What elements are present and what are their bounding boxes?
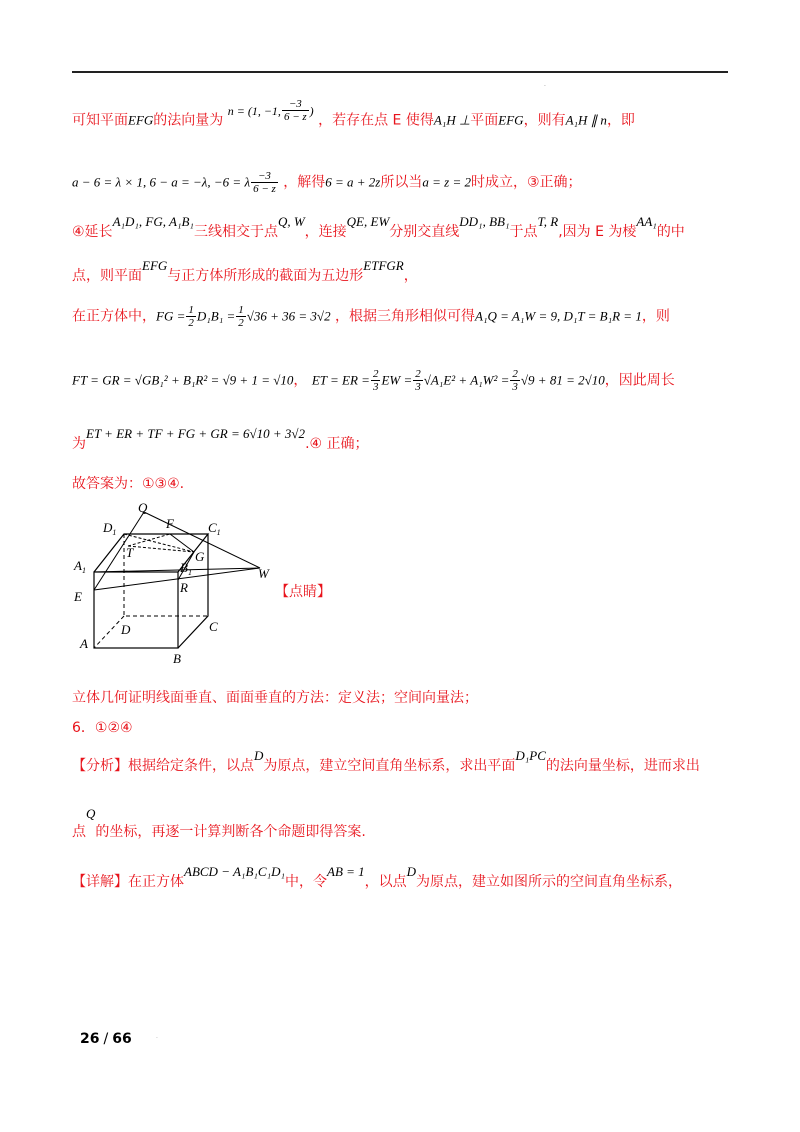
- label-B1: $B_1$: [180, 560, 192, 577]
- label-C: C: [209, 619, 218, 634]
- label-C1: $C_1$: [208, 520, 221, 537]
- cube-top-face: [94, 534, 208, 572]
- line-analysis: 【分析】根据给定条件，以点D为原点，建立空间直角坐标系，求出平面D₁PC的法向量坐标，进而求出: [72, 748, 700, 774]
- label-F: F: [166, 516, 174, 531]
- line-QE: [94, 512, 144, 590]
- label-R: R: [180, 580, 188, 595]
- label-E: E: [74, 589, 82, 604]
- line-normal-vector: 可知平面EFG的法向量为 n = (1, −1, $\frac{-3}{6 - z}$ ) ，若存在点 E 使得A₁H ⊥平面EFG，则有A₁H ∥ n，即: [72, 98, 635, 129]
- line-section: 点，则平面EFG与正方体所形成的截面为五边形ETFGR，: [72, 258, 418, 284]
- line-fg-length: 在正方体中，FG = $\frac{1}{2}$ D₁B₁ = $\frac{1}{2}$ √36 + 36 = 3√2 ，根据三角形相似可得A₁Q = A₁W = 9, D₁T = B₁R = 1，则: [72, 304, 670, 329]
- page-indicator: [80, 1031, 132, 1047]
- line-q6: 6．①②④: [72, 720, 133, 736]
- cube-hidden-diagonal: [94, 616, 124, 648]
- line-ft-et: FT = GR = √GB₁² + B₁R² = √9 + 1 = √10， ET = ER = $\frac{2}{3}$ EW = $\frac{2}{3}$ √A₁E² + A₁W² = $\frac{2}{3}$ √9 + 81 = 2√10，因此周长: [72, 368, 675, 393]
- line-method: 立体几何证明线面垂直、面面垂直的方法：定义法；空间向量法；: [72, 690, 478, 706]
- page-total: 66: [112, 1031, 132, 1047]
- label-D: D: [121, 622, 131, 637]
- line-extend: ④延长A₁D₁, FG, A₁B₁三线相交于点Q, W，连接QE, EW分别交直线DD₁, BB₁于点T, R,因为 E 为棱AA₁的中: [72, 214, 685, 240]
- label-D1: $D_1$: [103, 520, 117, 537]
- line-point-q: 点Q的坐标，再逐一计算判断各个命题即得答案.: [72, 806, 366, 840]
- label-A1: $A_1$: [74, 558, 86, 575]
- cube-figure: [70, 500, 280, 675]
- label-G: G: [195, 549, 205, 564]
- header-mark: ·: [544, 83, 546, 90]
- label-Q: Q: [138, 500, 148, 515]
- line-perimeter: 为ET + ER + TF + FG + GR = 6√10 + 3√2.④ 正确；: [72, 426, 369, 452]
- header-rule: [72, 71, 728, 73]
- page-sep: /: [103, 1031, 109, 1047]
- cube-front-face: [94, 572, 178, 648]
- page-number: 26: [80, 1031, 100, 1047]
- line-detail: 【详解】在正方体ABCD − A₁B₁C₁D₁中，令AB = 1，以点D为原点，建立如图所示的空间直角坐标系，: [72, 864, 683, 890]
- cube-diagram: [70, 500, 280, 675]
- footer-mark: ·: [156, 1035, 158, 1042]
- label-T: T: [126, 545, 134, 560]
- line-answer: 故答案为：①③④.: [72, 476, 185, 492]
- label-B: B: [173, 651, 181, 666]
- cube-hidden-edges: [124, 534, 208, 616]
- tip-tag: 【点睛】: [275, 584, 331, 600]
- line-solve-lambda: a − 6 = λ × 1, 6 − a = −λ, −6 = λ $\frac{-3}{6 - z}$ ，解得6 = a + 2z所以当a = z = 2时成立，③正确；: [72, 170, 582, 195]
- label-W: W: [258, 566, 269, 581]
- label-A: A: [80, 636, 88, 651]
- line-FG: [170, 534, 194, 552]
